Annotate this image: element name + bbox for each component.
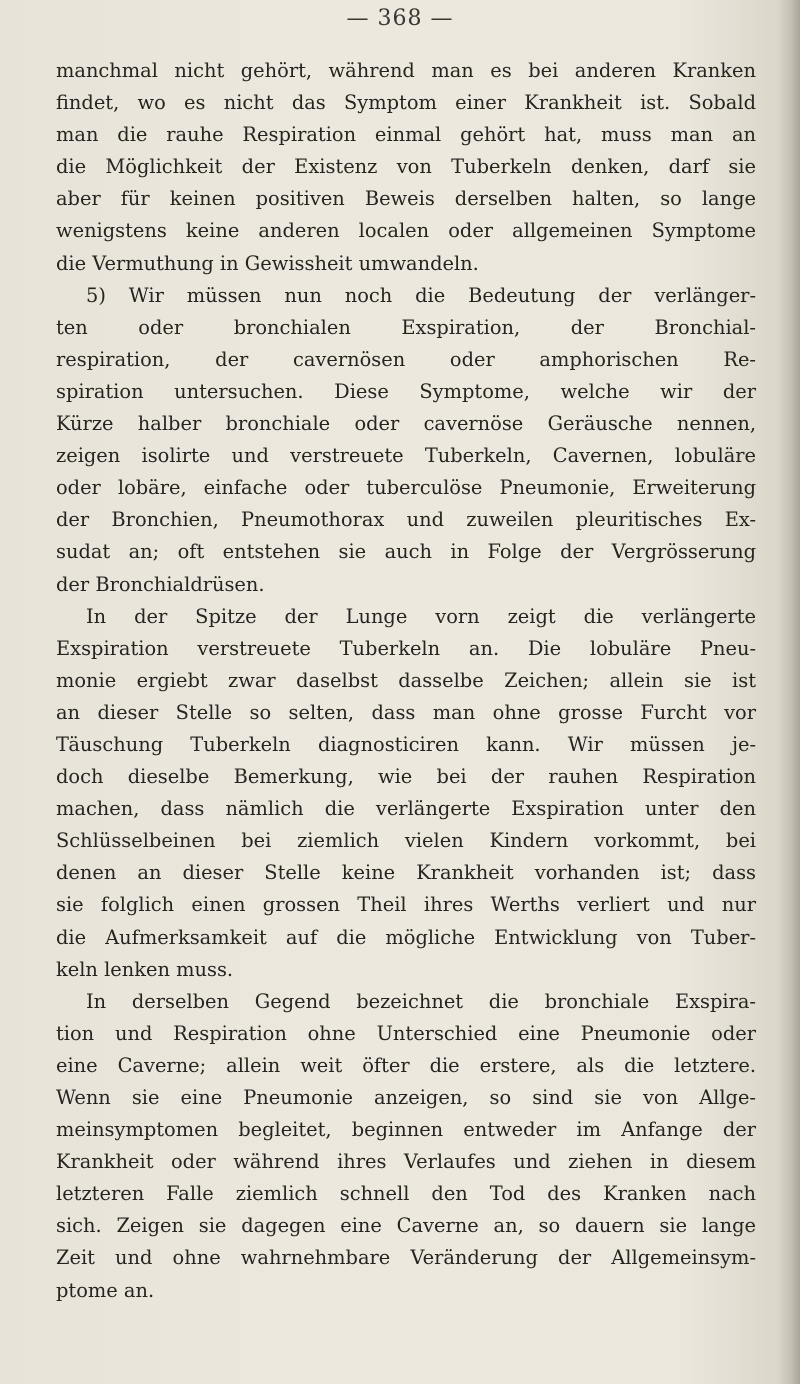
text-line: an dieser Stelle so selten, dass man ohne grosse Furcht vor — [56, 700, 756, 724]
text-line: Schlüsselbeinen bei ziemlich vielen Kindern vorkommt, bei — [56, 829, 756, 853]
text-line: manchmal nicht gehört, während man es bei anderen Kranken — [56, 59, 756, 82]
text-line: ptome an. — [56, 1278, 155, 1302]
text-line: respiration, der cavernösen oder amphorischen Re- — [56, 347, 756, 371]
text-line: der Bronchialdrüsen. — [56, 572, 265, 596]
text-line: die Möglichkeit der Existenz von Tuberkeln denken, darf sie — [56, 155, 756, 179]
text-line: meinsymptomen begleitet, beginnen entweder im Anfange der — [56, 1118, 756, 1142]
text-line: findet, wo es nicht das Symptom einer Krankheit ist. Sobald — [56, 91, 756, 115]
text-line: sich. Zeigen sie dagegen eine Caverne an, so dauern sie lange — [56, 1214, 756, 1238]
text-line: die Aufmerksamkeit auf die mögliche Entwicklung von Tuber- — [56, 925, 756, 949]
text-line: Zeit und ohne wahrnehmbare Veränderung der Allgemeinsym- — [56, 1246, 756, 1270]
text-line: machen, dass nämlich die verlängerte Exspiration unter den — [56, 797, 756, 821]
text-line: 5) Wir müssen nun noch die Bedeutung der verlänger- — [86, 283, 756, 307]
text-line: eine Caverne; allein weit öfter die erstere, als die letztere. — [56, 1053, 756, 1077]
page-edge-shadow — [778, 0, 800, 1384]
text-line: keln lenken muss. — [56, 957, 234, 981]
text-line: monie ergiebt zwar daselbst dasselbe Zeichen; allein sie ist — [56, 668, 756, 692]
text-line: Krankheit oder während ihres Verlaufes und ziehen in diesem — [56, 1150, 756, 1174]
text-line: In der Spitze der Lunge vorn zeigt die verlängerte — [86, 604, 756, 628]
text-line: Kürze halber bronchiale oder cavernöse Geräusche nennen, — [56, 412, 756, 436]
text-line: zeigen isolirte und verstreuete Tuberkeln, Cavernen, lobuläre — [56, 444, 756, 468]
text-line: spiration untersuchen. Diese Symptome, welche wir der — [56, 379, 756, 403]
text-line: die Vermuthung in Gewissheit umwandeln. — [56, 251, 479, 275]
page-number: — 368 — — [346, 6, 454, 31]
text-line: oder lobäre, einfache oder tuberculöse Pneumonie, Erweiterung — [56, 476, 756, 500]
text-line: Wenn sie eine Pneumonie anzeigen, so sind sie von Allge- — [56, 1086, 756, 1109]
text-line: letzteren Falle ziemlich schnell den Tod des Kranken nach — [56, 1182, 756, 1206]
text-line: denen an dieser Stelle keine Krankheit vorhanden ist; dass — [56, 861, 756, 885]
text-line: Täuschung Tuberkeln diagnosticiren kann. Wir müssen je- — [56, 732, 756, 756]
text-line: aber für keinen positiven Beweis derselben halten, so lange — [56, 187, 756, 211]
text-line: In derselben Gegend bezeichnet die bronchiale Exspira- — [86, 989, 756, 1013]
text-line: tion und Respiration ohne Unterschied eine Pneumonie oder — [56, 1021, 756, 1045]
body-text — [56, 55, 756, 1307]
text-line: ten oder bronchialen Exspiration, der Bronchial- — [56, 315, 756, 339]
text-line: sie folglich einen grossen Theil ihres Werths verliert und nur — [56, 893, 756, 917]
text-line: man die rauhe Respiration einmal gehört hat, muss man an — [56, 123, 756, 147]
text-line: Exspiration verstreuete Tuberkeln an. Die lobuläre Pneu- — [56, 636, 756, 660]
text-line: der Bronchien, Pneumothorax und zuweilen pleuritisches Ex- — [56, 508, 756, 532]
text-line: sudat an; oft entstehen sie auch in Folge der Vergrösserung — [56, 540, 756, 564]
text-line: doch dieselbe Bemerkung, wie bei der rauhen Respiration — [56, 765, 756, 789]
text-line: wenigstens keine anderen localen oder allgemeinen Symptome — [56, 219, 756, 243]
